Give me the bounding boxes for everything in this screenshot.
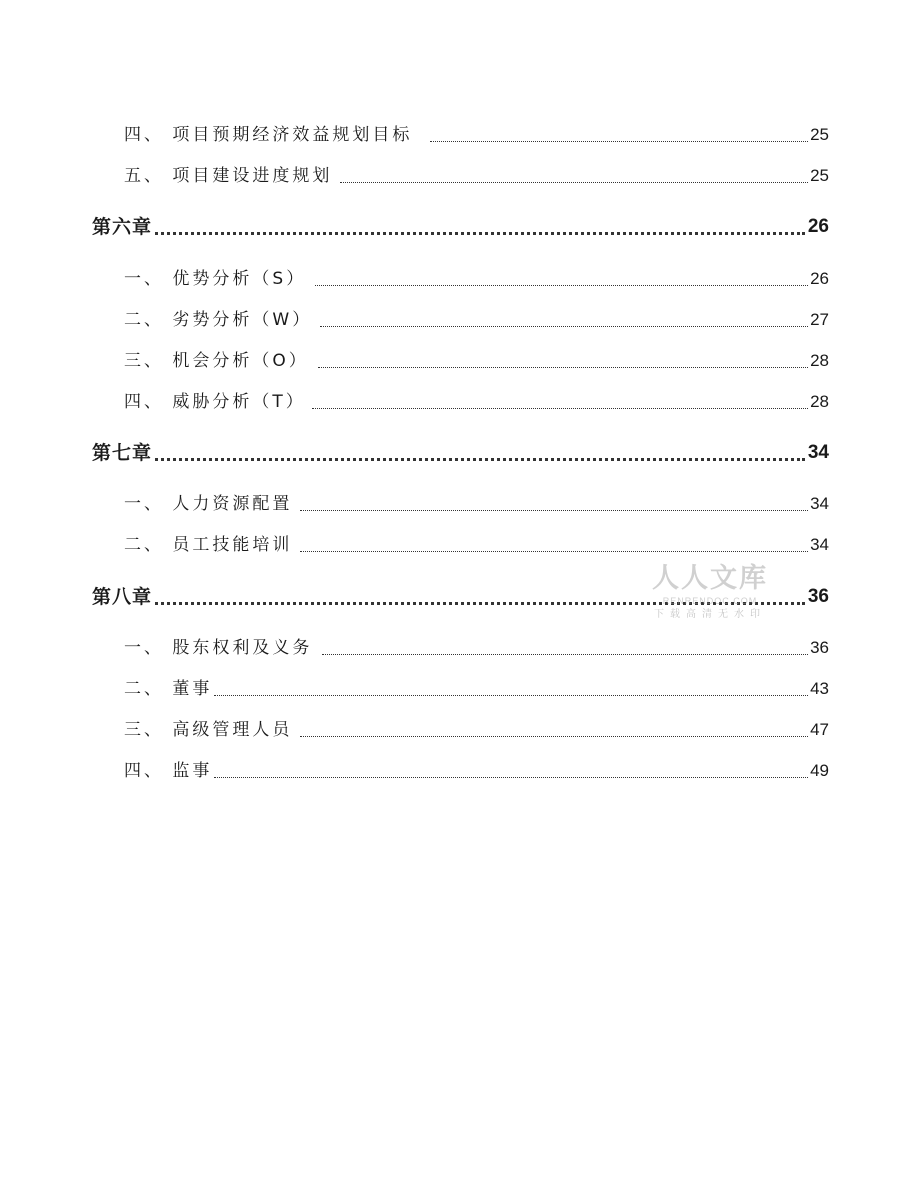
toc-entry-page: 28 — [808, 347, 829, 375]
toc-leader — [315, 285, 808, 286]
toc-entry-label: 二、 员工技能培训 — [124, 531, 294, 559]
toc-leader — [340, 182, 808, 183]
toc-entry[interactable] — [0, 162, 920, 190]
toc-leader — [300, 551, 808, 552]
toc-entry[interactable] — [0, 675, 920, 703]
toc-entry-label: 三、 机会分析（O） — [124, 347, 311, 375]
toc-entry-label: 四、 监事 — [124, 757, 214, 785]
toc-entry-page: 34 — [808, 531, 829, 559]
toc-leader — [318, 367, 808, 368]
toc-entry-page: 47 — [808, 716, 829, 744]
toc-entry-label: 五、 项目建设进度规划 — [124, 162, 334, 190]
toc-chapter-page: 26 — [806, 213, 829, 241]
toc-chapter-entry[interactable] — [0, 439, 920, 467]
toc-chapter-page: 36 — [806, 583, 829, 611]
toc-entry-page: 36 — [808, 634, 829, 662]
watermark-title: 人人文库 — [652, 563, 768, 594]
toc-entry[interactable] — [0, 490, 920, 518]
toc-leader — [150, 232, 805, 235]
toc-entry[interactable] — [0, 388, 920, 416]
toc-entry-label: 二、 劣势分析（W） — [124, 306, 314, 334]
toc-entry-label: 一、 人力资源配置 — [124, 490, 294, 518]
toc-entry-page: 43 — [808, 675, 829, 703]
toc-entry-page: 49 — [808, 757, 829, 785]
toc-entry-page: 25 — [808, 121, 829, 149]
toc-entry-page: 28 — [808, 388, 829, 416]
toc-leader — [150, 458, 805, 461]
toc-leader — [322, 654, 808, 655]
toc-chapter-entry[interactable] — [0, 583, 920, 611]
toc-chapter-label: 第六章 — [92, 213, 154, 241]
toc-leader — [320, 326, 808, 327]
toc-entry[interactable] — [0, 347, 920, 375]
toc-leader — [430, 141, 808, 142]
toc-entry[interactable] — [0, 716, 920, 744]
toc-chapter-entry[interactable] — [0, 213, 920, 241]
toc-leader — [214, 777, 808, 778]
toc-entry[interactable] — [0, 757, 920, 785]
toc-entry-label: 四、 威胁分析（T） — [124, 388, 308, 416]
toc-leader — [150, 602, 805, 605]
toc-leader — [214, 695, 808, 696]
toc-chapter-label: 第八章 — [92, 583, 154, 611]
toc-entry-label: 一、 优势分析（S） — [124, 265, 308, 293]
toc-entry-page: 34 — [808, 490, 829, 518]
toc-entry[interactable] — [0, 121, 920, 149]
toc-entry[interactable] — [0, 265, 920, 293]
toc-entry-label: 一、 股东权利及义务 — [124, 634, 314, 662]
toc-leader — [300, 736, 808, 737]
toc-entry-page: 26 — [808, 265, 829, 293]
toc-entry-page: 25 — [808, 162, 829, 190]
toc-entry[interactable] — [0, 634, 920, 662]
toc-leader — [312, 408, 808, 409]
watermark-url: RENRENDOC.COM — [662, 596, 758, 606]
watermark-subtitle: 下载高清无水印 — [654, 609, 766, 620]
toc-entry-label: 二、 董事 — [124, 675, 214, 703]
toc-leader — [300, 510, 808, 511]
toc-entry[interactable] — [0, 531, 920, 559]
toc-chapter-label: 第七章 — [92, 439, 154, 467]
toc-entry-label: 四、 项目预期经济效益规划目标 — [124, 121, 414, 149]
toc-entry-page: 27 — [808, 306, 829, 334]
toc-entry-label: 三、 高级管理人员 — [124, 716, 294, 744]
toc-chapter-page: 34 — [806, 439, 829, 467]
toc-entry[interactable] — [0, 306, 920, 334]
